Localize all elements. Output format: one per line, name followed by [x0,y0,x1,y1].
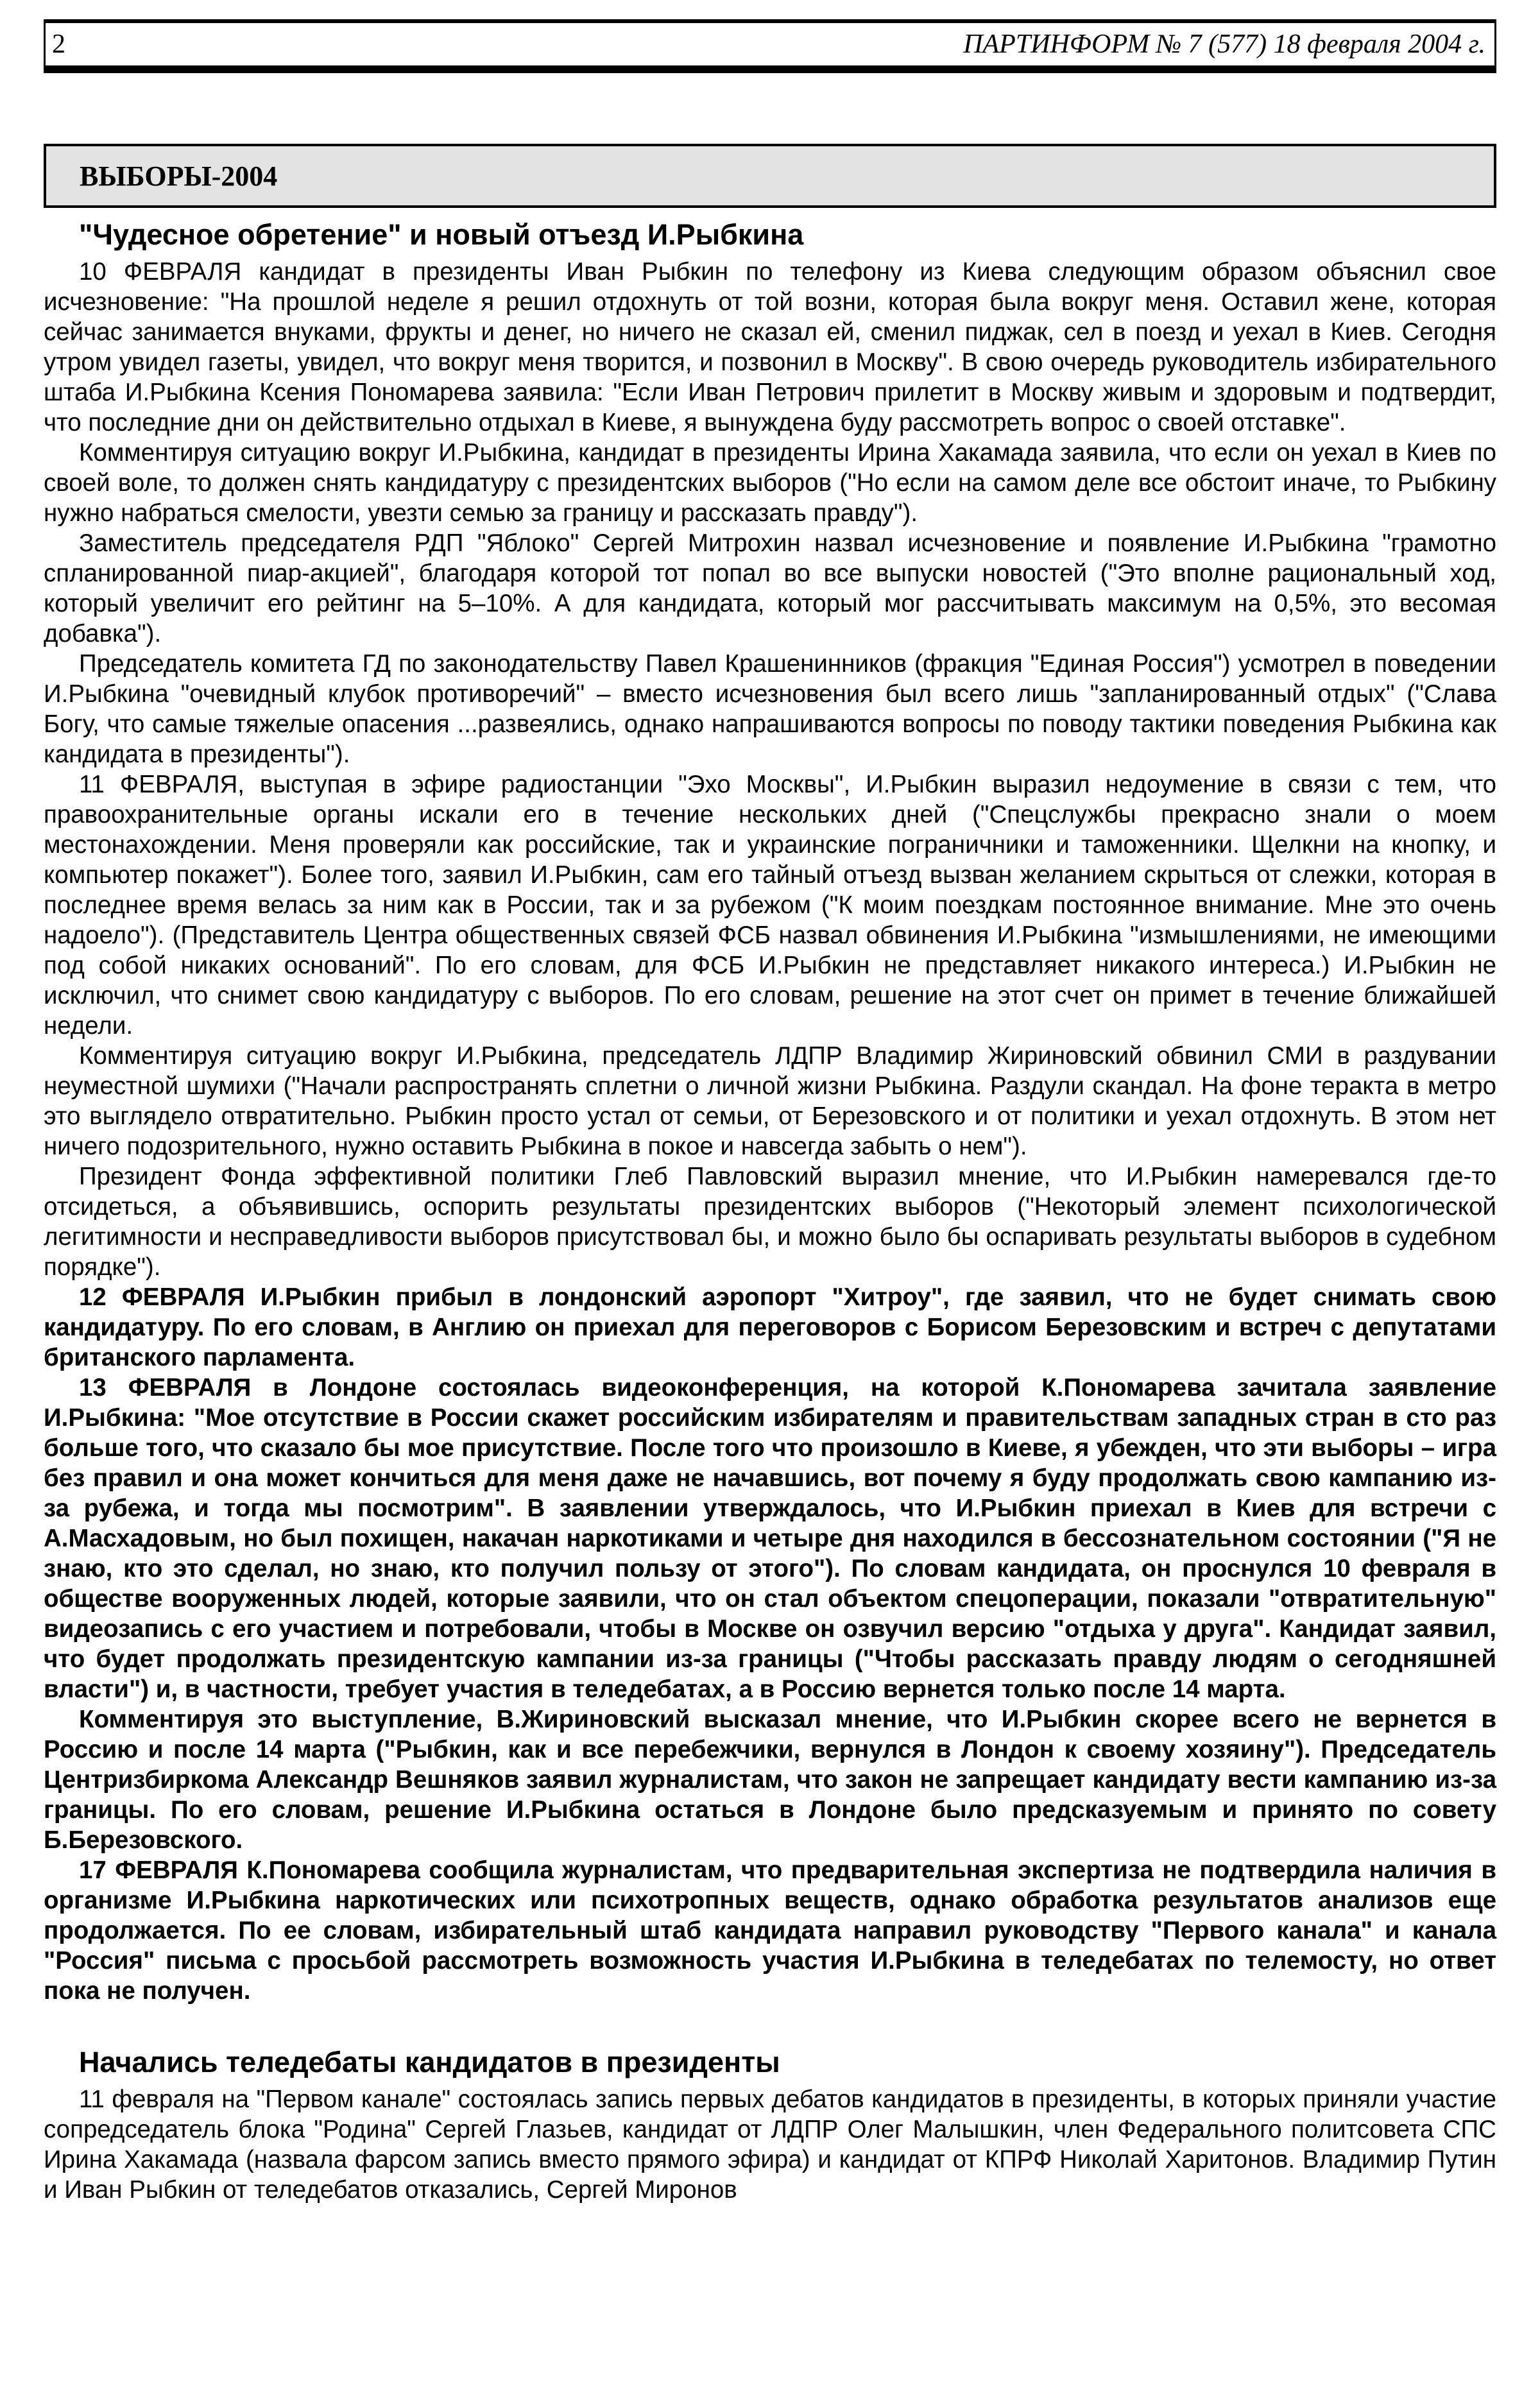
paragraph: Комментируя это выступление, В.Жириновский высказал мнение, что И.Рыбкин скорее всего не вернется в Россию и после 14 марта ("Рыбкин, как и все перебежчики, вернулся в Лондон к своему хозяину"). Председатель Центризбиркома Александр Вешняков заявил журналистам, что закон не запрещает кандидату вести кампанию из-за границы. По его словам, решение И.Рыбкина остаться в Лондоне было предсказуемым и принято по совету Б.Березовского. [44,1706,1496,1854]
paragraph: 11 ФЕВРАЛЯ, выступая в эфире радиостанции "Эхо Москвы", И.Рыбкин выразил недоумение в связи с тем, что правоохранительные органы искали его в течение нескольких дней ("Спецслужбы прекрасно знали о моем местонахождении. Меня проверяли как российские, так и украинские пограничники и таможенники. Щелкни на кнопку, и компьютер покажет"). Более того, заявил И.Рыбкин, сам его тайный отъезд вызван желанием скрыться от слежки, которая в последнее время велась за ним как в России, так и за рубежом ("К моим поездкам постоянное внимание. Мне это очень надоело"). (Представитель Центра общественных связей ФСБ назвал обвинения И.Рыбкина "измышлениями, не имеющими под собой никаких оснований". По его словам, для ФСБ И.Рыбкин не представляет никакого интереса.) И.Рыбкин не исключил, что снимет свою кандидатуру с выборов. По его словам, решение на этот счет он примет в течение ближайшей недели. [44,771,1496,1040]
paragraph: Президент Фонда эффективной политики Глеб Павловский выразил мнение, что И.Рыбкин намеревался где-то отсидеться, а объявившись, оспорить результаты президентских выборов ("Некоторый элемент психологической легитимности и несправедливости выборов присутствовал бы, и можно было бы оспаривать результаты выборов в судебном порядке"). [44,1163,1496,1281]
section-banner [44,144,1496,208]
article-teledebates [44,2046,1496,2205]
page-number: 2 [52,30,65,59]
paragraph: 11 февраля на "Первом канале" состоялась запись первых дебатов кандидатов в президенты, в которых приняли участие сопредседатель блока "Родина" Сергей Глазьев, кандидат от ЛДПР Олег Малышкин, член Федерального политсовета СПС Ирина Хакамада (назвала фарсом запись вместо прямого эфира) и кандидат от КПРФ Николай Харитонов. Владимир Путин и Иван Рыбкин от теледебатов отказались, Сергей Миронов [44,2086,1496,2204]
paragraph: Комментируя ситуацию вокруг И.Рыбкина, кандидат в президенты Ирина Хакамада заявила, что если он уехал в Киев по своей воле, то должен снять кандидатуру с президентских выборов ("Но если на самом деле все обстоит иначе, то Рыбкину нужно набраться смелости, увезти семью за границу и рассказать правду"). [44,439,1496,527]
section-title: ВЫБОРЫ-2004 [80,160,278,192]
page-header [44,19,1496,73]
paragraph: 12 ФЕВРАЛЯ И.Рыбкин прибыл в лондонский аэропорт "Хитроу", где заявил, что не будет снимать свою кандидатуру. По его словам, в Англию он приехал для переговоров с Борисом Березовским и встреч с депутатами британского парламента. [44,1283,1496,1371]
paragraph: 10 ФЕВРАЛЯ кандидат в президенты Иван Рыбкин по телефону из Киева следующим образом объяснил свое исчезновение: "На прошлой неделе я решил отдохнуть от той возни, которая была вокруг меня. Оставил жене, которая сейчас занимается внуками, фрукты и денег, но ничего не сказал ей, сменил пиджак, сел в поезд и уехал в Киев. Сегодня утром увидел газеты, увидел, что вокруг меня творится, и позвонил в Москву". В свою очередь руководитель избирательного штаба И.Рыбкина Ксения Пономарева заявила: "Если Иван Петрович прилетит в Москву живым и здоровым и подтвердит, что последние дни он действительно отдыхал в Киеве, я вынуждена буду рассмотреть вопрос о своей отставке". [44,258,1496,436]
paragraph: Председатель комитета ГД по законодательству Павел Крашенинников (фракция "Единая Россия") усмотрел в поведении И.Рыбкина "очевидный клубок противоречий" – вместо исчезновения был всего лишь "запланированный отдых" ("Слава Богу, что самые тяжелые опасения ...развеялись, однако напрашиваются вопросы по поводу тактики поведения Рыбкина как кандидата в президенты"). [44,650,1496,768]
newsletter-title: ПАРТИНФОРМ № 7 (577) 18 февраля 2004 г. [963,30,1485,59]
page-content [44,19,1496,2205]
paragraph: 17 ФЕВРАЛЯ К.Пономарева сообщила журналистам, что предварительная экспертиза не подтвердила наличия в организме И.Рыбкина наркотических или психотропных веществ, однако обработка результатов анализов еще продолжается. По ее словам, избирательный штаб кандидата направил руководству "Первого канала" и канала "Россия" письма с просьбой рассмотреть возможность участия И.Рыбкина в теледебатах по телемосту, но ответ пока не получен. [44,1856,1496,2005]
article-body [44,2084,1496,2205]
paragraph: Комментируя ситуацию вокруг И.Рыбкина, председатель ЛДПР Владимир Жириновский обвинил СМИ в раздувании неуместной шумихи ("Начали распространять сплетни о личной жизни Рыбкина. Раздули скандал. На фоне теракта в метро это выглядело отвратительно. Рыбкин просто устал от семьи, от Березовского и от политики и уехал отдохнуть. В этом нет ничего подозрительного, нужно оставить Рыбкина в покое и навсегда забыть о нем"). [44,1042,1496,1160]
article-body [44,257,1496,2006]
article-rybkin [44,218,1496,2006]
paragraph: 13 ФЕВРАЛЯ в Лондоне состоялась видеоконференция, на которой К.Пономарева зачитала заявление И.Рыбкина: "Мое отсутствие в России скажет российским избирателям и правительствам западных стран в сто раз больше того, что сказало бы мое присутствие. После того что произошло в Киеве, я убежден, что эти выборы – игра без правил и она может кончиться для меня даже не начавшись, вот почему я буду продолжать свою кампанию из-за рубежа, и тогда мы посмотрим". В заявлении утверждалось, что И.Рыбкин приехал в Киев для встречи с А.Масхадовым, но был похищен, накачан наркотиками и четыре дня находился в бессознательном состоянии ("Я не знаю, кто это сделал, но знаю, кто получил пользу от этого"). По словам кандидата, он проснулся 10 февраля в обществе вооруженных людей, которые заявили, что он стал объектом спецоперации, показали "отвратительную" видеозапись с его участием и потребовали, чтобы в Москве он озвучил версию "отдыха у друга". Кандидат заявил, что будет продолжать президентскую кампании из-за границы ("Чтобы рассказать правду людям о сегодняшней власти") и, в частности, требует участия в теледебатах, а в Россию вернется только после 14 марта. [44,1374,1496,1703]
article-title: Начались теледебаты кандидатов в президенты [79,2046,780,2078]
article-title: "Чудесное обретение" и новый отъезд И.Рыбкина [79,218,804,251]
paragraph: Заместитель председателя РДП "Яблоко" Сергей Митрохин назвал исчезновение и появление И.Рыбкина "грамотно спланированной пиар-акцией", благодаря которой тот попал во все выпуски новостей ("Это вполне рациональный ход, который увеличит его рейтинг на 5–10%. А для кандидата, который мог рассчитывать максимум на 0,5%, это весомая добавка"). [44,529,1496,647]
